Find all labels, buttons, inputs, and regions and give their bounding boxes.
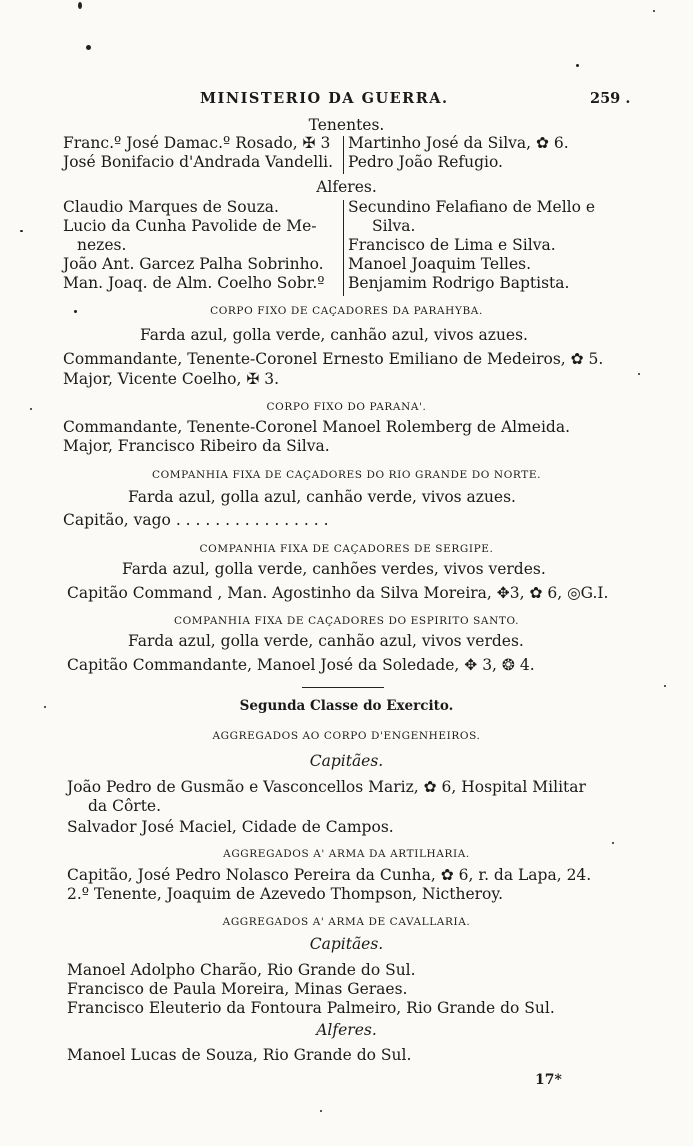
subheading-capitaes: Capitães. xyxy=(309,935,384,953)
column-divider xyxy=(343,136,344,174)
officer-line: Capitão, vago . . . . . . . . . . . . . . . . xyxy=(63,511,329,529)
tenentes-left-column xyxy=(63,134,333,172)
signature-mark: 17* xyxy=(535,1072,562,1088)
uniform-description: Farda azul, golla verde, canhão azul, vivos azues. xyxy=(140,326,528,344)
section-heading-engenheiros: AGGREGADOS AO CORPO D'ENGENHEIROS. xyxy=(212,730,481,742)
officer-line: Manoel Adolpho Charão, Rio Grande do Sul. xyxy=(67,961,416,979)
officer-line: Major, Francisco Ribeiro da Silva. xyxy=(63,437,330,455)
section-heading-sergipe: COMPANHIA FIXA DE CAÇADORES DE SERGIPE. xyxy=(199,543,494,555)
scan-speck xyxy=(74,310,77,313)
section-heading-cavallaria: AGGREGADOS A' ARMA DE CAVALLARIA. xyxy=(222,916,471,928)
name-line: nezes. xyxy=(77,236,127,254)
scan-speck xyxy=(576,64,579,67)
officer-line: João Pedro de Gusmão e Vasconcellos Mariz, ✿ 6, Hospital Militar xyxy=(67,778,586,796)
scan-speck xyxy=(653,10,655,12)
name-line: Franc.º José Damac.º Rosado, ✠ 3 xyxy=(63,134,331,152)
uniform-description: Farda azul, golla verde, canhão azul, vivos verdes. xyxy=(128,632,524,650)
name-line: Manoel Joaquim Telles. xyxy=(348,255,532,273)
officer-line: Commandante, Tenente-Coronel Manoel Rolemberg de Almeida. xyxy=(63,418,571,436)
name-line: Claudio Marques de Souza. xyxy=(63,198,279,216)
section-heading-rio-grande-norte: COMPANHIA FIXA DE CAÇADORES DO RIO GRANDE DO NORTE. xyxy=(151,469,542,481)
scan-speck xyxy=(86,45,91,50)
scan-speck xyxy=(612,842,614,844)
class-title: Segunda Classe do Exercito. xyxy=(239,698,454,714)
officer-line: 2.º Tenente, Joaquim de Azevedo Thompson, Nictheroy. xyxy=(67,885,503,903)
name-line: Silva. xyxy=(372,217,416,235)
alferes-left-column xyxy=(63,198,325,293)
alferes-right-column xyxy=(348,198,595,293)
uniform-description: Farda azul, golla azul, canhão verde, vivos azues. xyxy=(128,488,516,506)
subheading-capitaes: Capitães. xyxy=(309,752,384,770)
scan-speck xyxy=(320,1110,322,1112)
section-heading-tenentes: Tenentes. xyxy=(308,116,385,134)
section-heading-artilharia: AGGREGADOS A' ARMA DA ARTILHARIA. xyxy=(223,848,470,860)
page-number: 259 . xyxy=(590,90,631,107)
officer-line: Commandante, Tenente-Coronel Ernesto Emiliano de Medeiros, ✿ 5. xyxy=(63,350,604,368)
scan-speck xyxy=(78,2,82,9)
scan-speck xyxy=(664,685,666,687)
officer-line: Manoel Lucas de Souza, Rio Grande do Sul. xyxy=(67,1046,412,1064)
column-divider xyxy=(343,200,344,296)
name-line: Man. Joaq. de Alm. Coelho Sobr.º xyxy=(63,274,325,292)
section-rule xyxy=(302,687,384,688)
scan-speck xyxy=(44,706,46,708)
name-line: Pedro João Refugio. xyxy=(348,153,503,171)
page-title: MINISTERIO DA GUERRA. xyxy=(200,90,449,107)
officer-line: Salvador José Maciel, Cidade de Campos. xyxy=(67,818,394,836)
section-heading-parana: CORPO FIXO DO PARANA'. xyxy=(266,401,427,413)
uniform-description: Farda azul, golla verde, canhões verdes, vivos verdes. xyxy=(122,560,546,578)
name-line: Lucio da Cunha Pavolide de Me- xyxy=(63,217,317,235)
scan-speck xyxy=(30,408,32,410)
section-heading-espirito-santo: COMPANHIA FIXA DE CAÇADORES DO ESPIRITO SANTO. xyxy=(173,615,520,627)
name-line: Secundino Felafiano de Mello e xyxy=(348,198,596,216)
section-heading-alferes: Alferes. xyxy=(316,178,377,196)
subheading-alferes: Alferes. xyxy=(316,1021,377,1039)
officer-line: Capitão Command , Man. Agostinho da Silva Moreira, ✥3, ✿ 6, ◎G.I. xyxy=(67,584,609,602)
scan-speck xyxy=(20,230,23,232)
officer-line: Francisco de Paula Moreira, Minas Geraes. xyxy=(67,980,408,998)
name-line: Francisco de Lima e Silva. xyxy=(348,236,556,254)
section-heading-parahyba: CORPO FIXO DE CAÇADORES DA PARAHYBA. xyxy=(210,305,483,317)
name-line: Benjamim Rodrigo Baptista. xyxy=(348,274,570,292)
name-line: Martinho José da Silva, ✿ 6. xyxy=(348,134,569,152)
name-line: João Ant. Garcez Palha Sobrinho. xyxy=(63,255,324,273)
name-line: José Bonifacio d'Andrada Vandelli. xyxy=(63,153,334,171)
scan-speck xyxy=(638,373,640,375)
officer-line: Capitão, José Pedro Nolasco Pereira da Cunha, ✿ 6, r. da Lapa, 24. xyxy=(67,866,592,884)
tenentes-right-column xyxy=(348,134,569,172)
officer-line: da Côrte. xyxy=(88,797,162,815)
officer-line: Capitão Commandante, Manoel José da Soledade, ✥ 3, ❂ 4. xyxy=(67,656,535,674)
officer-line: Francisco Eleuterio da Fontoura Palmeiro, Rio Grande do Sul. xyxy=(67,999,555,1017)
officer-line: Major, Vicente Coelho, ✠ 3. xyxy=(63,370,280,388)
